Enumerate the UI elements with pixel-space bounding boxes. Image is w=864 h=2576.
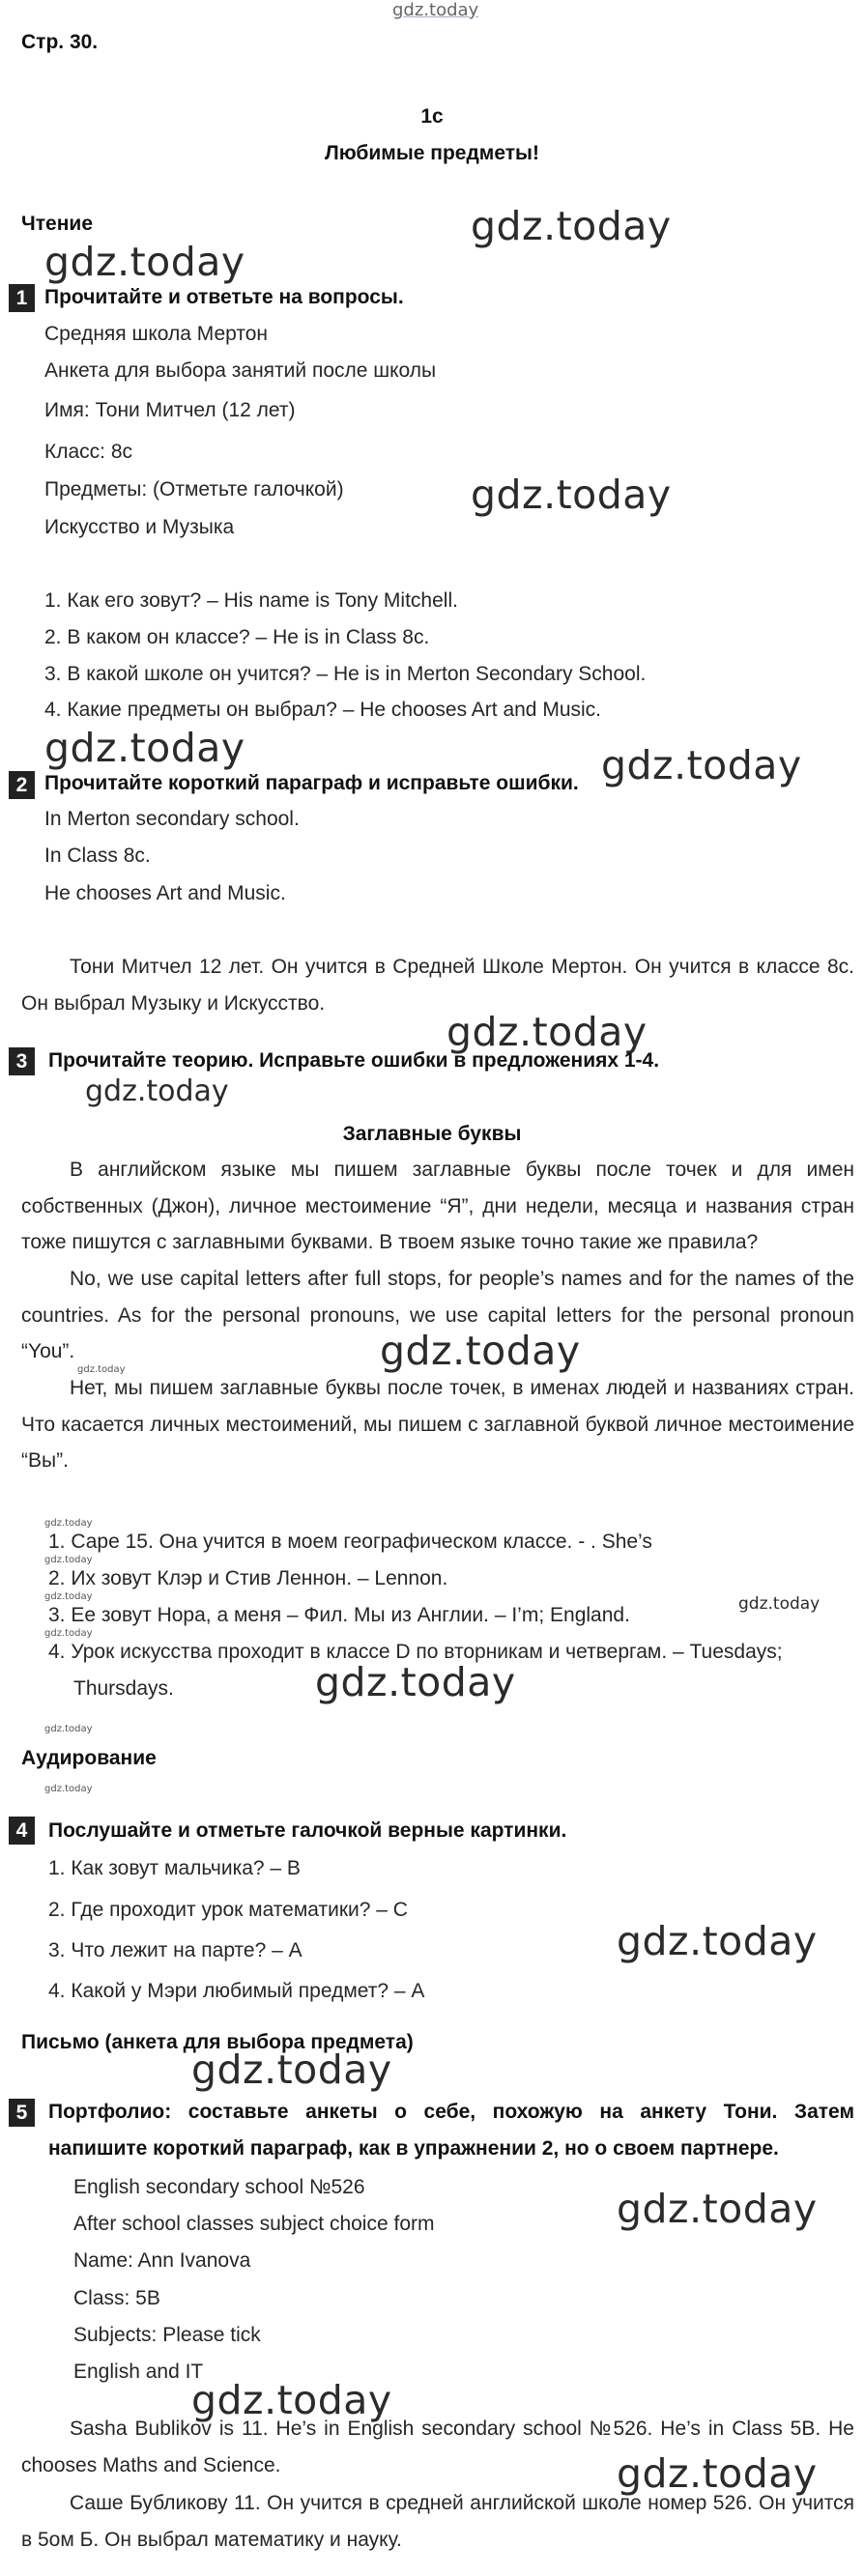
exercise-5-instruction: напишите короткий параграф, как в упражнении 2, но о своем партнере.: [48, 2137, 779, 2160]
exercise-2-instruction: Прочитайте короткий параграф и исправьте ошибки.: [44, 772, 579, 794]
theory-paragraph: В английском языке мы пишем заглавные буквы после точек и для имен собственных (Джон), личное местоимение “Я”, дни недели, месяца и названия стран тоже пишутся с заглавными буквами. В твоем языке точно такие же правила?: [21, 1159, 854, 1253]
watermark: gdz.today: [191, 2377, 392, 2423]
exercise-number-4: 4: [9, 1817, 35, 1845]
watermark: gdz.today: [617, 2450, 818, 2497]
watermark: gdz.today: [315, 1659, 516, 1705]
answer-line: 4. Какие предметы он выбрал? – He chooses Art and Music.: [44, 699, 601, 721]
watermark: gdz.today: [617, 1918, 818, 1964]
section-heading-listening: Аудирование: [21, 1747, 157, 1769]
watermark: gdz.today: [191, 2046, 392, 2093]
paragraph: Sasha Bublikov is 11. He’s in English secondary school №526. He’s in Class 5B. He chooses Maths and Science.: [21, 2418, 854, 2476]
section-heading-writing: Письмо (анкета для выбора предмета): [21, 2031, 414, 2053]
exercise-4-instruction: Послушайте и отметьте галочкой верные картинки.: [48, 1819, 567, 1842]
paragraph: Саше Бубликову 11. Он учится в средней английской школе номер 526. Он учится в 5ом Б. Он выбрал математику и науку.: [21, 2492, 854, 2551]
watermark-top[interactable]: gdz.today: [392, 0, 479, 20]
form-line: Имя: Тони Митчел (12 лет): [44, 399, 296, 421]
watermark: gdz.today: [446, 1009, 648, 1055]
form-line: Искусство и Музыка: [44, 516, 235, 538]
text-line: He chooses Art and Music.: [44, 882, 286, 904]
exercise-1-instruction: Прочитайте и ответьте на вопросы.: [44, 286, 404, 308]
watermark: gdz.today: [738, 1594, 821, 1614]
watermark: gdz.today: [44, 1555, 93, 1565]
answer-line: 2. В каком он классе? – He is in Class 8c.: [44, 626, 430, 648]
section-heading-reading: Чтение: [21, 213, 93, 235]
watermark: gdz.today: [617, 2186, 818, 2232]
form-line: Средняя школа Мертон: [44, 323, 269, 345]
watermark: gdz.today: [380, 1328, 581, 1374]
form-line: English secondary school №526: [73, 2176, 365, 2198]
watermark: gdz.today: [44, 239, 245, 285]
numbered-item: 1. Саре 15. Она учится в моем географическом классе. - . She’s: [48, 1531, 652, 1553]
page-number: Стр. 30.: [21, 31, 99, 53]
numbered-item: 1. Как зовут мальчика? – B: [48, 1857, 301, 1879]
theory-title: Заглавные буквы: [342, 1123, 522, 1145]
form-line: Subjects: Please tick: [73, 2324, 261, 2346]
watermark: gdz.today: [44, 1628, 93, 1639]
exercise-number-1: 1: [9, 284, 35, 312]
watermark: gdz.today: [85, 1074, 229, 1108]
watermark: gdz.today: [44, 725, 245, 771]
answer-line: 3. В какой школе он учится? – He is in Merton Secondary School.: [44, 663, 647, 685]
watermark: gdz.today: [471, 472, 672, 518]
exercise-number-3: 3: [9, 1047, 35, 1075]
text-line: In Merton secondary school.: [44, 808, 300, 830]
numbered-item: 4. Какой у Мэри любимый предмет? – A: [48, 1980, 425, 2002]
watermark: gdz.today: [77, 1364, 126, 1375]
watermark: gdz.today: [44, 1784, 93, 1794]
form-line: After school classes subject choice form: [73, 2213, 435, 2235]
exercise-number-5: 5: [9, 2099, 35, 2127]
numbered-item: 3. Что лежит на парте? – A: [48, 1939, 302, 1961]
watermark: gdz.today: [44, 1591, 93, 1602]
watermark: gdz.today: [471, 203, 672, 249]
form-line: Предметы: (Отметьте галочкой): [44, 478, 344, 501]
paragraph: Тони Митчел 12 лет. Он учится в Средней Школе Мертон. Он учится в классе 8c. Он выбрал Музыку и Искусство.: [21, 956, 854, 1015]
exercise-5-instruction: Портфолио: составьте анкеты о себе, похожую на анкету Тони. Затем: [48, 2101, 854, 2123]
theory-paragraph: No, we use capital letters after full stops, for people’s names and for the names of the countries. As for the personal pronouns, we use capital letters for the personal pronoun “You”.: [21, 1268, 854, 1362]
numbered-item: 4. Урок искусства проходит в классе D по вторникам и четвергам. – Tuesdays;: [48, 1641, 783, 1663]
text-line: In Class 8c.: [44, 844, 151, 867]
exercise-3-instruction: Прочитайте теорию. Исправьте ошибки в предложениях 1-4.: [48, 1049, 660, 1072]
theory-paragraph: Нет, мы пишем заглавные буквы после точек, в именах людей и названиях стран. Что касается личных местоимений, мы пишем с заглавной буквой личное местоимение “Вы”.: [21, 1377, 854, 1472]
watermark: gdz.today: [601, 742, 802, 788]
form-line: Анкета для выбора занятий после школы: [44, 359, 437, 382]
numbered-item: 2. Их зовут Клэр и Стив Леннон. – Lennon.: [48, 1567, 448, 1589]
form-line: Class: 5B: [73, 2287, 160, 2309]
watermark: gdz.today: [44, 1518, 93, 1529]
watermark: gdz.today: [44, 1724, 93, 1734]
numbered-item: 3. Ее зовут Нора, а меня – Фил. Мы из Англии. – I’m; England.: [48, 1604, 630, 1626]
numbered-item-continuation: Thursdays.: [73, 1677, 174, 1700]
lesson-title: Любимые предметы!: [325, 142, 539, 164]
numbered-item: 2. Где проходит урок математики? – C: [48, 1899, 408, 1921]
form-line: Name: Ann Ivanova: [73, 2249, 251, 2272]
exercise-number-2: 2: [9, 771, 35, 799]
form-line: Класс: 8c: [44, 441, 133, 463]
unit-number: 1c: [420, 105, 444, 128]
answer-line: 1. Как его зовут? – His name is Tony Mitchell.: [44, 589, 458, 612]
form-line: English and IT: [73, 2361, 204, 2383]
